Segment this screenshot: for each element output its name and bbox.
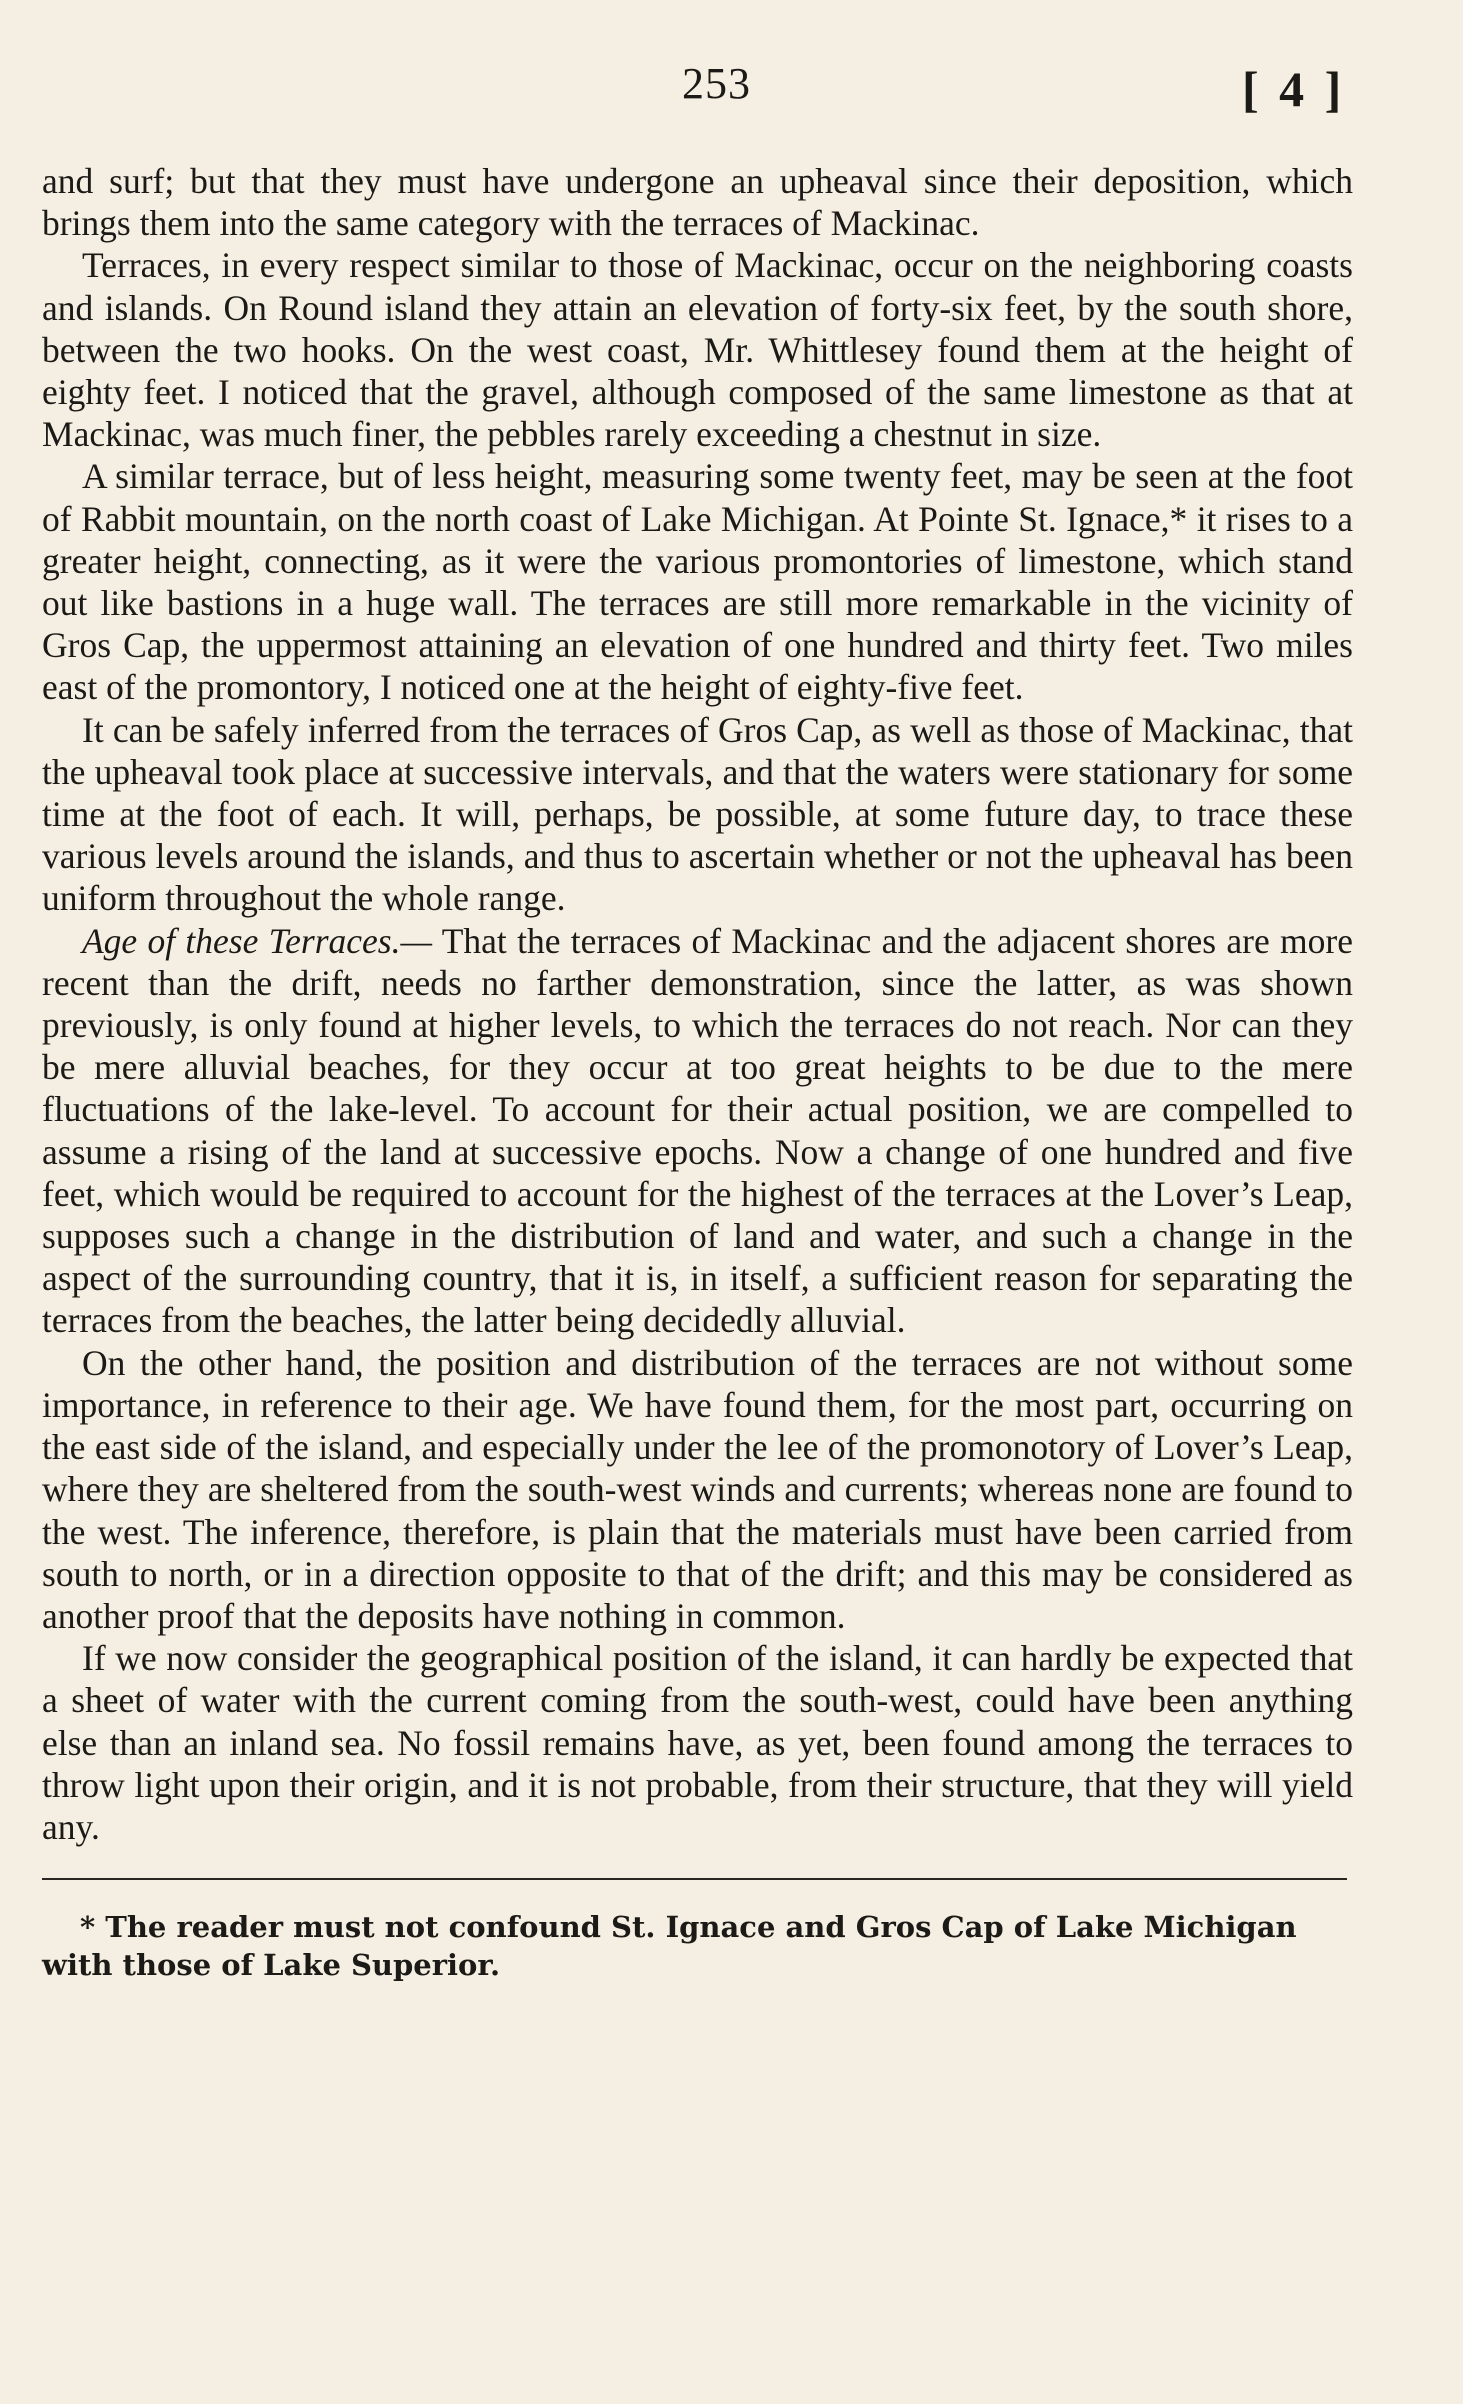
- page-number: 253: [682, 59, 751, 108]
- body-text: [42, 160, 1353, 1848]
- paragraph-4: It can be safely inferred from the terraces of Gros Cap, as well as those of Mackinac, that the upheaval took place at successive intervals, and that the waters were stationary for some time at the foot of each. It will, perhaps, be possible, at some future day, to trace these various levels around the islands, and thus to ascertain whether or not the upheaval has been uniform throughout the whole range.: [42, 709, 1353, 919]
- paragraph-1: and surf; but that they must have undergone an upheaval since their deposition, which brings them into the same category with the terraces of Mackinac.: [42, 161, 1353, 244]
- paragraph-7: If we now consider the geographical position of the island, it can hardly be expected that a sheet of water with the current coming from the south-west, could have been anything else than an inland sea. No fossil remains have, as yet, been found among the terraces to throw light upon their origin, and it is not probable, from their structure, that they will yield any.: [42, 1638, 1353, 1847]
- paragraph-6: On the other hand, the position and distribution of the terraces are not without some importance, in reference to their age. We have found them, for the most part, occurring on the east side of the island, and especially under the lee of the promonotory of Lover’s Leap, where they are sheltered from the south-west winds and currents; whereas none are found to the west. The inference, therefore, is plain that the materials must have been carried from south to north, or in a direction opposite to that of the drift; and this may be considered as another proof that the deposits have nothing in common.: [42, 1342, 1353, 1636]
- document-number: [ 4 ]: [1242, 61, 1346, 117]
- footnote: * The reader must not confound St. Ignace and Gros Cap of Lake Michigan with those of Lake Superior.: [42, 1910, 1297, 1983]
- footnote-divider: [42, 1878, 1347, 1880]
- paragraph-5-text: That the terraces of Mackinac and the adjacent shores are more recent than the drift, needs no farther demonstration, since the latter, as was shown previously, is only found at higher levels, to which the terraces do not reach. Nor can they be mere alluvial beaches, for they occur at too great heights to be due to the mere fluctuations of the lake-level. To account for their actual position, we are compelled to assume a rising of the land at successive epochs. Now a change of one hundred and five feet, which would be required to account for the highest of the terraces at the Lover’s Leap, supposes such a change in the distribution of land and water, and such a change in the aspect of the surrounding country, that it is, in itself, a sufficient reason for separating the terraces from the beaches, the latter being decidedly alluvial.: [42, 920, 1353, 1341]
- paragraph-2: Terraces, in every respect similar to those of Mackinac, occur on the neighboring coasts and islands. On Round island they attain an elevation of forty-six feet, by the south shore, between the two hooks. On the west coast, Mr. Whittlesey found them at the height of eighty feet. I noticed that the gravel, although composed of the same limestone as that at Mackinac, was much finer, the pebbles rarely exceeding a chestnut in size.: [42, 245, 1353, 455]
- paragraph-3: A similar terrace, but of less height, measuring some twenty feet, may be seen at the foot of Rabbit mountain, on the north coast of Lake Michigan. At Pointe St. Ignace,* it rises to a greater height, connecting, as it were the various promontories of limestone, which stand out like bastions in a huge wall. The terraces are still more remarkable in the vicinity of Gros Cap, the uppermost attaining an elevation of one hundred and thirty feet. Two miles east of the promontory, I noticed one at the height of eighty-five feet.: [42, 456, 1353, 708]
- paragraph-5: [42, 920, 1353, 1342]
- section-heading: Age of these Terraces.—: [82, 920, 433, 961]
- page-header: [42, 40, 1353, 160]
